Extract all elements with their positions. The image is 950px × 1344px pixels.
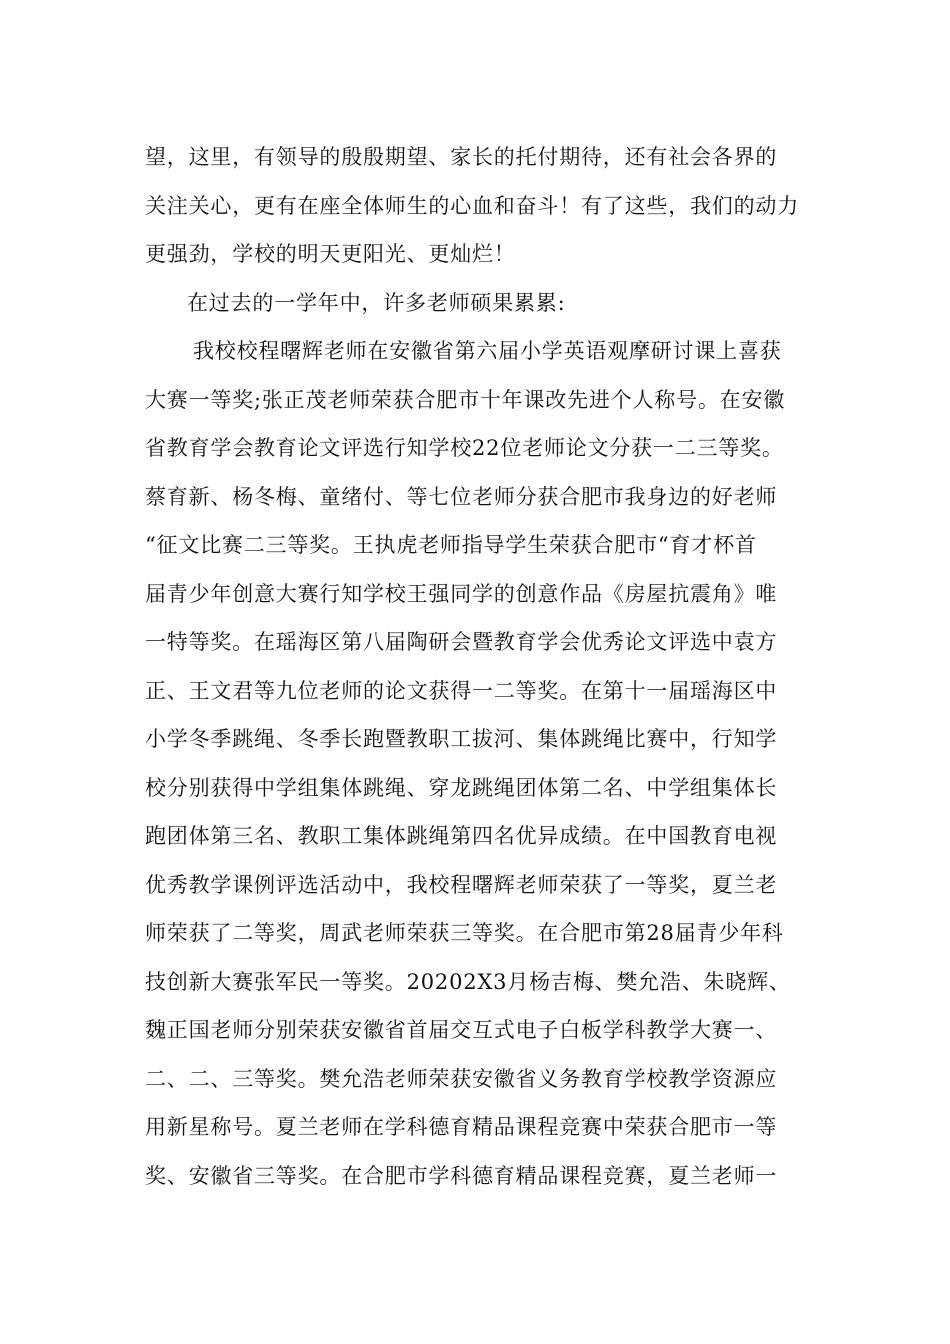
text-line: 蔡育新、杨冬梅、童绪付、等七位老师分获合肥市我身边的好老师 (145, 484, 778, 509)
text-line: 大赛一等奖;张正茂老师荣获合肥市十年课改先进个人称号。在安徽 (145, 387, 786, 412)
text-line: 一特等奖。在瑶海区第八届陶研会暨教育学会优秀论文评选中袁方 (145, 630, 778, 654)
text-line: 奖、安徽省三等奖。在合肥市学科德育精品课程竞赛，夏兰老师一 (145, 1163, 778, 1188)
text-line: 小学冬季跳绳、冬季长跑暨教职工拔河、集体跳绳比赛中，行知学 (145, 727, 778, 751)
text-line: 技创新大赛张军民一等奖。20202X3月杨吉梅、樊允浩、朱晓辉、 (145, 969, 791, 994)
paragraph-start-line: 在过去的一学年中，许多老师硕果累累: (187, 290, 566, 315)
text-line: 关注关心，更有在座全体师生的心血和奋斗！有了这些，我们的动力 (145, 193, 799, 218)
text-line: 更强劲，学校的明天更阳光、更灿烂！ (145, 242, 516, 266)
text-line: 望，这里，有领导的殷殷期望、家长的托付期待，还有社会各界的 (145, 145, 778, 169)
paragraph-start-line: 我校校程曙辉老师在安徽省第六届小学英语观摩研讨课上喜获 (193, 339, 782, 363)
text-line: 省教育学会教育论文评选行知学校22位老师论文分获一二三等奖。 (145, 436, 784, 460)
text-line: 二、二、三等奖。樊允浩老师荣获安徽省义务教育学校教学资源应 (145, 1066, 778, 1091)
text-line: 跑团体第三名、教职工集体跳绳第四名优异成绩。在中国教育电视 (145, 824, 778, 848)
document-body (145, 133, 810, 1200)
text-line: “征文比赛二三等奖。王执虎老师指导学生荣获合肥市“育才杯首 (145, 533, 757, 557)
text-line: 师荣获了二等奖，周武老师荣获三等奖。在合肥市第28届青少年科 (145, 921, 784, 945)
text-line: 优秀教学课例评选活动中，我校程曙辉老师荣获了一等奖，夏兰老 (145, 872, 778, 897)
text-line: 校分别获得中学组集体跳绳、穿龙跳绳团体第二名、中学组集体长 (145, 775, 778, 800)
text-line: 魏正国老师分别荣获安徽省首届交互式电子白板学科教学大赛一、 (145, 1018, 778, 1042)
text-line: 用新星称号。夏兰老师在学科德育精品课程竞赛中荣获合肥市一等 (145, 1115, 778, 1139)
text-line: 届青少年创意大赛行知学校王强同学的创意作品《房屋抗震角》唯 (145, 581, 778, 606)
text-line: 正、王文君等九位老师的论文获得一二等奖。在第十一届瑶海区中 (145, 678, 778, 703)
